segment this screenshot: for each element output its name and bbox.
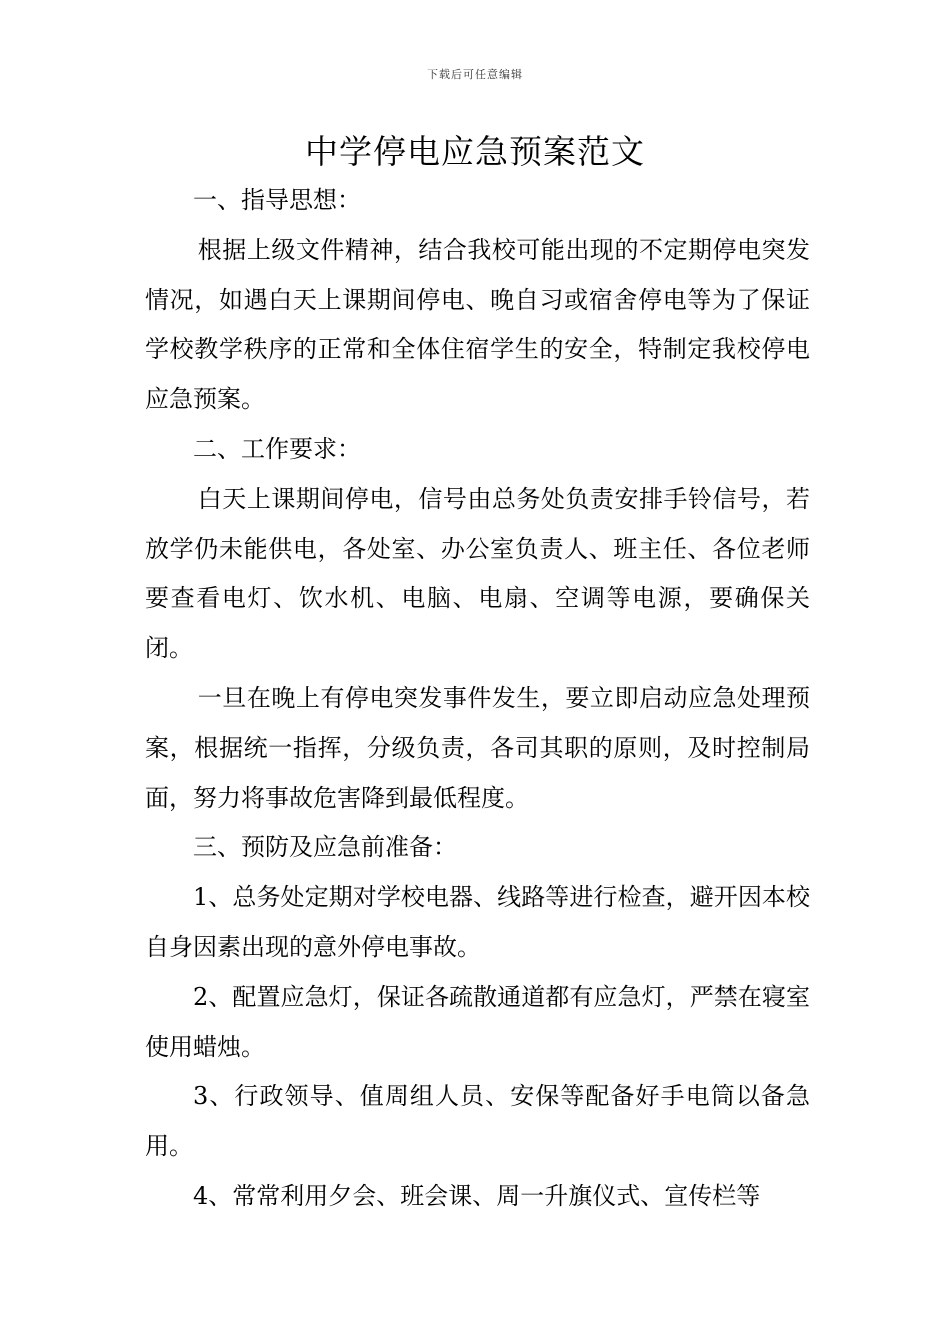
- list-item-1: 1、总务处定期对学校电器、线路等进行检查，避开因本校自身因素出现的意外停电事故。: [145, 883, 810, 961]
- list-item-2: 2、配置应急灯，保证各疏散通道都有应急灯，严禁在寝室使用蜡烛。: [145, 982, 810, 1061]
- section-heading-work-requirements: 二、工作要求：: [193, 434, 361, 463]
- document-title: 中学停电应急预案范文: [305, 132, 645, 171]
- section-heading-guiding-thought: 一、指导思想：: [193, 186, 361, 214]
- paragraph-daytime-outage: 白天上课期间停电，信号由总务处负责安排手铃信号，若放学仍未能供电，各处室、办公室负责人、班主任、各位老师要查看电灯、饮水机、电脑、电扇、空调等电源，要确保关闭。: [145, 484, 810, 663]
- list-item-3: 3、行政领导、值周组人员、安保等配备好手电筒以备急用。: [145, 1082, 810, 1161]
- list-item-4: 4、常常利用夕会、班会课、周一升旗仪式、宣传栏等: [193, 1181, 761, 1210]
- paragraph-guiding-thought: 根据上级文件精神，结合我校可能出现的不定期停电突发情况，如遇白天上课期间停电、晚自习或宿舍停电等为了保证学校教学秩序的正常和全体住宿学生的安全，特制定我校停电应急预案。: [145, 235, 810, 414]
- section-heading-prevention: 三、预防及应急前准备：: [193, 833, 457, 862]
- header-note: 下载后可任意编辑: [427, 68, 523, 81]
- paragraph-night-outage: 一旦在晚上有停电突发事件发生，要立即启动应急处理预案，根据统一指挥，分级负责，各司其职的原则，及时控制局面，努力将事故危害降到最低程度。: [145, 683, 810, 812]
- document-body: [145, 176, 810, 1222]
